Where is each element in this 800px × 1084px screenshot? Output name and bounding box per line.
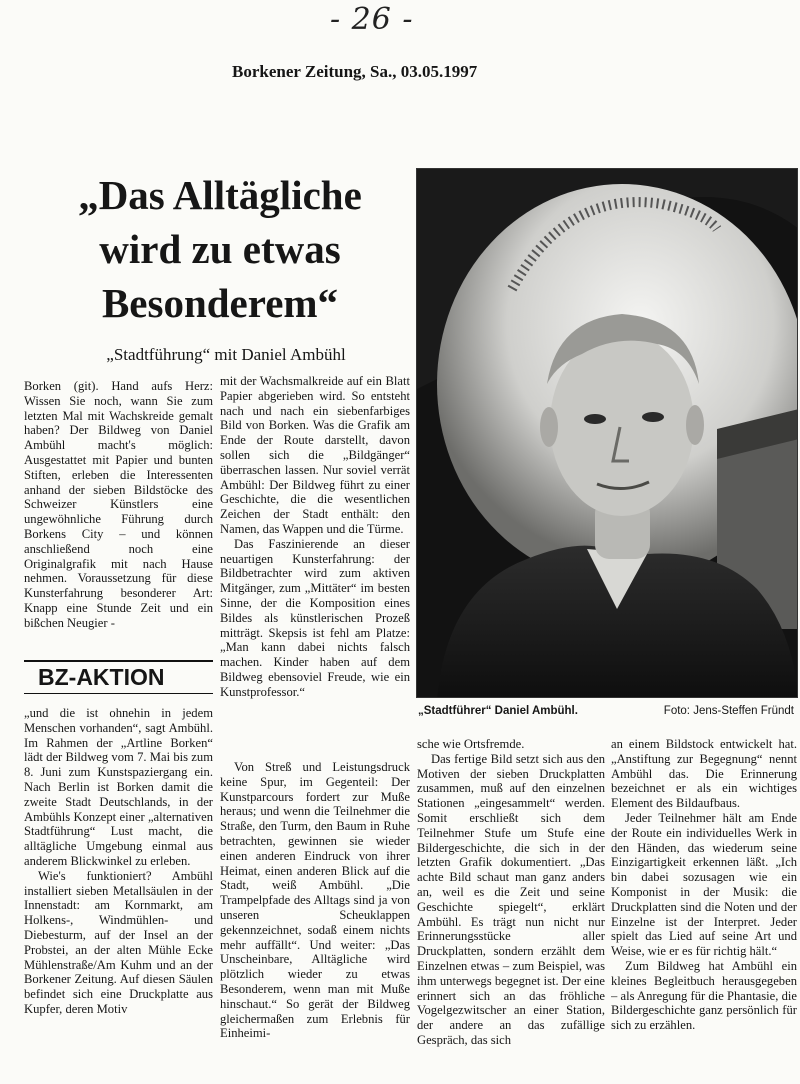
headline-line-3: Besonderem“ (101, 280, 339, 326)
handwritten-page-number: - 26 - (330, 2, 414, 37)
bz-aktion-label: BZ-AKTION (24, 660, 213, 694)
headline-line-2: wird zu etwas (99, 226, 341, 272)
paragraph: Zum Bildweg hat Ambühl ein kleines Begleitbuch herausgegeben – als Anregung für die Phantasie, die Bildergeschichte ganz persönlich für sich zu erzählen. (611, 958, 797, 1033)
paragraph: Borken (git). Hand aufs Herz: Wissen Sie noch, wann Sie zum letzten Mal mit Wachskreide gemalt haben? Der Bildweg von Daniel Ambühl macht's möglich: Ausgestattet mit Papier und bunten Stiften, erleben die Interessenten anhand der sieben Bildstöcke des Schweizer Künstlers eine ungewöhnliche Führung durch Borkens City – und können anschließend noch eine Originalgrafik mit nach Hause nehmen. Voraussetzung für diese Kunsterfahrung besonderer Art: Knapp eine Stunde Zeit und ein bißchen Neugier - (24, 379, 213, 630)
paragraph: an einem Bildstock entwickelt hat. „Anstiftung zur Begegnung“ nennt Ambühl das. Die Erinnerung bezeichnet er als ein wichtiges Element des Bildaufbaus. (611, 737, 797, 811)
article-column-1-bottom (24, 706, 213, 1080)
paragraph: Wie's funktioniert? Ambühl installiert sieben Metallsäulen in der Innenstadt: am Kornmarkt, am Holkens-, Windmühlen- und Diebesturm, auf der Insel an der Probstei, an der alten Mühle Ecke Mühlenstraße/Am Kuhm und an der Borkener Zeitung. Auf diesen Säulen befindet sich eine Druckplatte aus Kupfer, deren Motiv (24, 868, 213, 1016)
paragraph: sche wie Ortsfremde. (417, 737, 525, 751)
headline (26, 168, 414, 330)
paragraph: mit der Wachsmalkreide auf ein Blatt Papier abgerieben wird. So entsteht nach und nach ein siebenfarbiges Bild von Borken. Was die Grafik am Ende der Route darstellt, davon sollen sich die „Bildgänger“ überraschen lassen. Nur soviel verrät Ambühl: Der Bildweg führt zu einer Geschichte, die die wesentlichen Zeichen der Stadt enthält: den Namen, das Wappen und die Türme. (220, 374, 410, 536)
paragraph: Jeder Teilnehmer hält am Ende der Route ein individuelles Werk in den Händen, das wiederum seine Einzigartigkeit erkennen läßt. „Ich bin dabei sozusagen wie ein Komponist in der Musik: die Druckplatten sind die Noten und der Einzelne ist der Interpret. Jeder spielt das Lied auf seine Art und Weise, wie er es für richtig hält.“ (611, 810, 797, 959)
photo-caption-row (418, 705, 798, 721)
photo-caption: „Stadtführer“ Daniel Ambühl. (418, 705, 578, 717)
source-line: Borkener Zeitung, Sa., 03.05.1997 (232, 62, 478, 81)
subtitle: „Stadtführung“ mit Daniel Ambühl (106, 345, 346, 364)
paragraph: Das fertige Bild setzt sich aus den Motiven der sieben Druckplatten zusammen, muß auf den einzelnen Stationen „eingesammelt“ werden. Somit erschließt sich dem Teilnehmer Stufe um Stufe eine Bildergeschichte, die sich in der letzten Grafik dokumentiert. „Das achte Bild schaut man ganz anders an, weil es die Zeit und seine Geschichte spiegelt“, erklärt Ambühl. Es trägt nun nicht nur Erinnerungsstücke aller Druckplatten, sondern erzählt dem Einzelnen etwas – zum Beispiel, was ihm unterwegs begegnet ist. Der eine erinnert sich an das fröhliche Vogelgezwitscher an einer Station, der andere an das zufällige Gespräch, das sich (417, 751, 605, 1047)
photo-credit: Foto: Jens-Steffen Fründt (663, 705, 794, 717)
article-column-3 (417, 737, 605, 1080)
headline-line-1: „Das Alltägliche (78, 172, 362, 218)
article-column-4 (611, 737, 797, 1080)
article-column-2-top (220, 374, 410, 756)
article-column-1-top (24, 379, 213, 661)
article-column-2-bottom (220, 760, 410, 1080)
portrait-photo (416, 168, 798, 698)
paragraph: Das Faszinierende an dieser neuartigen Kunsterfahrung: der Bildbetrachter wird zum aktiven Mitgänger, zum „Mittäter“ im besten Sinne, der die Komposition eines Bildes als künstlerischen Prozeß mitträgt. Skepsis ist fehl am Platze: „Man kann dabei nichts falsch machen. Kinder haben auf dem Bildweg ebensoviel Freude, wie ein Kunstprofessor.“ (220, 536, 410, 699)
paragraph: „und die ist ohnehin in jedem Menschen vorhanden“, sagt Ambühl. Im Rahmen der „Artline Borken“ lädt der Bildweg vom 7. Mai bis zum 8. Juni zum Kunstspaziergang ein. Nach Berlin ist Borken damit die zweite Stadt Deutschlands, in der Ambühls Konzept einer „alternativen Stadtführung“ Lust macht, die alltägliche Umgebung einmal aus anderem Blickwinkel zu erleben. (24, 706, 213, 868)
paragraph: Von Streß und Leistungsdruck keine Spur, im Gegenteil: Der Kunstparcours fordert zur Muße heraus; und wenn die Teilnehmer die Straße, den Turm, den Baum in Ruhe betrachten, gewinnen sie wieder einen anderen Eindruck von ihrer Heimat, einen anderen Blick auf die Stadt, weiß Ambühl. „Die Trampelpfade des Alltags sind ja von unseren Scheuklappen gekennzeichnet, sodaß einem nichts mehr auffällt“. Und weiter: „Das Unscheinbare, Alltägliche wird plötzlich wieder zu etwas Besonderem, wenn man mit Muße hinschaut.“ So gerät der Bildweg gleichermaßen zum Erlebnis für Einheimi- (220, 760, 410, 1041)
portrait-photo-graphic (417, 169, 798, 698)
